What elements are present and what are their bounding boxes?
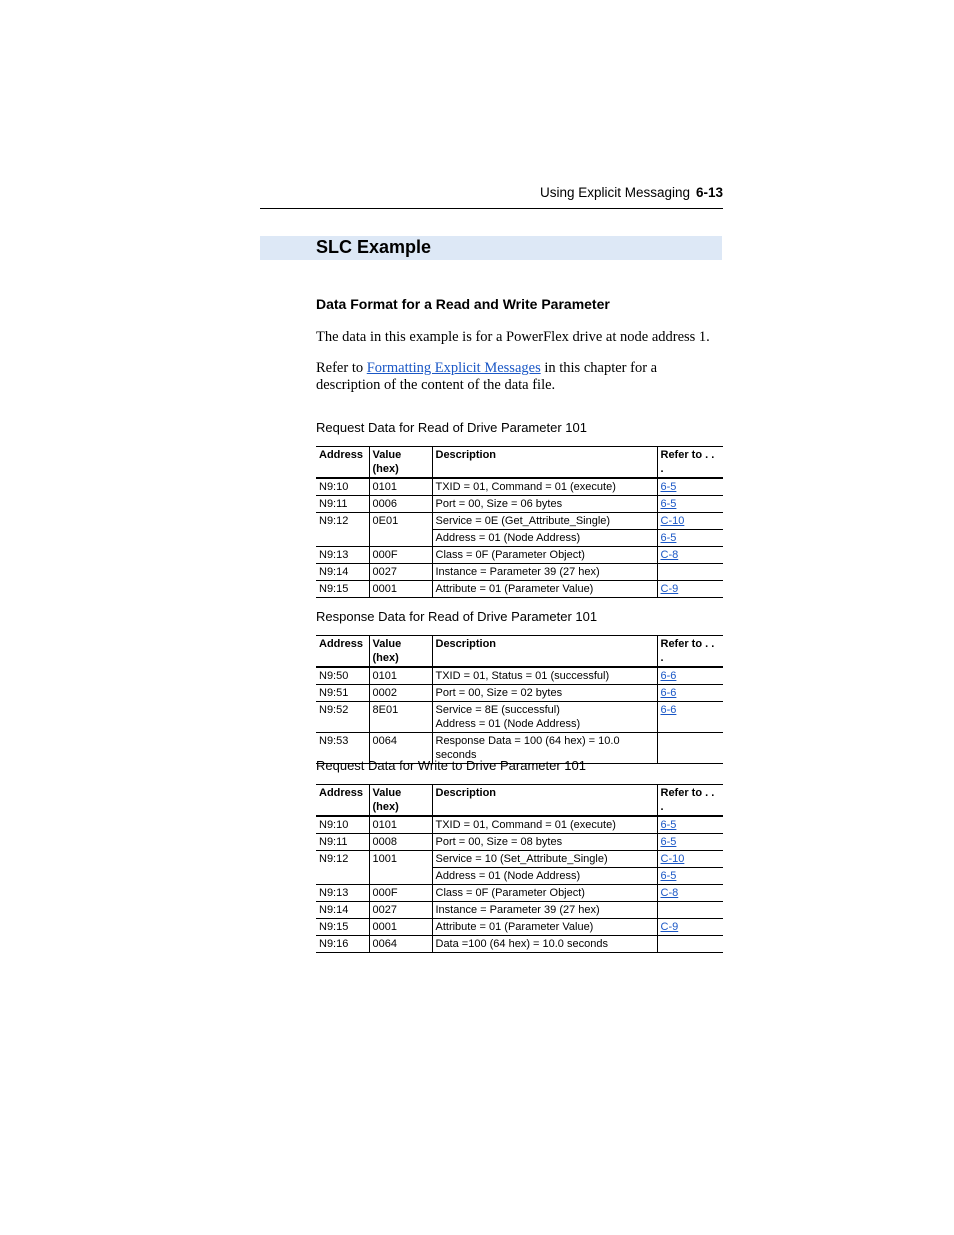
- table-header-row: [316, 636, 723, 668]
- description-line: Class = 0F (Parameter Object): [435, 549, 585, 561]
- table-row: [316, 513, 723, 530]
- description-line: Attribute = 01 (Parameter Value): [435, 583, 594, 595]
- reference-cell: [657, 478, 723, 496]
- address-cell: N9:15: [316, 919, 369, 936]
- address-cell: N9:10: [316, 816, 369, 834]
- response-read-table: [316, 635, 723, 764]
- reference-text-after: in this chapter for a description of the content of the data file.: [316, 360, 658, 393]
- page-reference-link[interactable]: 6-5: [660, 498, 677, 510]
- table-row: [316, 919, 723, 936]
- description-cell: [432, 513, 657, 530]
- value-cell: 0008: [369, 834, 432, 851]
- page-reference-link[interactable]: C-9: [660, 583, 679, 595]
- page-reference-link[interactable]: 6-5: [660, 481, 677, 493]
- reference-cell: [657, 496, 723, 513]
- table-row: [316, 868, 723, 885]
- page-reference-link[interactable]: C-9: [660, 921, 679, 933]
- page-reference-link[interactable]: 6-6: [660, 687, 677, 699]
- description-line: Instance = Parameter 39 (27 hex): [435, 566, 600, 578]
- table-caption: Request Data for Read of Drive Parameter 101: [316, 420, 587, 435]
- description-line: Response Data = 100 (64 hex) = 10.0 seconds: [435, 735, 620, 761]
- description-cell: [432, 885, 657, 902]
- reference-cell: [657, 834, 723, 851]
- value-cell: 0101: [369, 667, 432, 685]
- reference-cell: [657, 851, 723, 868]
- table-caption: Request Data for Write to Drive Parameter 101: [316, 758, 586, 773]
- description-line: Port = 00, Size = 02 bytes: [435, 687, 563, 699]
- value-cell: 0001: [369, 919, 432, 936]
- address-cell: N9:52: [316, 702, 369, 733]
- description-line: Address = 01 (Node Address): [435, 532, 581, 544]
- address-cell: [316, 530, 369, 547]
- description-line: Port = 00, Size = 06 bytes: [435, 498, 563, 510]
- page-reference-link[interactable]: 6-6: [660, 670, 677, 682]
- request-read-table: [316, 446, 723, 598]
- description-line: TXID = 01, Status = 01 (successful): [435, 670, 610, 682]
- value-cell: 0101: [369, 478, 432, 496]
- reference-cell: [657, 816, 723, 834]
- value-cell: 0027: [369, 564, 432, 581]
- address-cell: N9:12: [319, 853, 349, 865]
- table-row: [316, 885, 723, 902]
- address-cell: N9:16: [316, 936, 369, 953]
- reference-cell: [657, 513, 723, 530]
- description-cell: [432, 902, 657, 919]
- table-row: [316, 851, 723, 868]
- description-line: Port = 00, Size = 08 bytes: [435, 836, 563, 848]
- reference-cell: [657, 581, 723, 598]
- description-cell: [432, 530, 657, 547]
- reference-cell: [657, 564, 723, 581]
- address-cell: N9:11: [316, 496, 369, 513]
- value-cell: 1001: [369, 851, 432, 868]
- column-header: Value (hex): [369, 447, 432, 479]
- reference-cell: [657, 868, 723, 885]
- description-line: TXID = 01, Command = 01 (execute): [435, 481, 616, 493]
- reference-cell: [657, 885, 723, 902]
- reference-text-before: Refer to: [316, 360, 367, 376]
- table-row: [316, 547, 723, 564]
- value-cell: 000F: [369, 885, 432, 902]
- description-cell: [432, 478, 657, 496]
- address-cell: N9:14: [316, 902, 369, 919]
- description-cell: [432, 834, 657, 851]
- description-cell: [432, 667, 657, 685]
- column-header: Value (hex): [369, 636, 432, 668]
- page-reference-link[interactable]: 6-6: [660, 704, 677, 716]
- description-cell: [432, 496, 657, 513]
- subheading: Data Format for a Read and Write Parameter: [316, 296, 610, 312]
- description-line: TXID = 01, Command = 01 (execute): [435, 819, 616, 831]
- running-header: [540, 185, 723, 200]
- page-reference-link[interactable]: C-8: [660, 887, 679, 899]
- value-cell: 000F: [369, 547, 432, 564]
- description-cell: [432, 564, 657, 581]
- description-line: Instance = Parameter 39 (27 hex): [435, 904, 600, 916]
- description-cell: [432, 868, 657, 885]
- header-rule: [260, 208, 723, 209]
- table-header-row: [316, 447, 723, 479]
- value-cell: 0101: [369, 816, 432, 834]
- description-cell: [432, 851, 657, 868]
- address-cell: N9:13: [316, 547, 369, 564]
- column-header: Description: [432, 785, 657, 817]
- reference-cell: [657, 547, 723, 564]
- column-header: Refer to . . .: [657, 636, 723, 668]
- address-cell: N9:14: [316, 564, 369, 581]
- description-cell: [432, 581, 657, 598]
- table-row: [316, 581, 723, 598]
- page-reference-link[interactable]: 6-5: [660, 819, 677, 831]
- address-cell: N9:12: [319, 515, 349, 527]
- table-caption: Response Data for Read of Drive Parameter 101: [316, 609, 598, 624]
- address-cell: [316, 868, 369, 885]
- description-line: Address = 01 (Node Address): [435, 718, 581, 730]
- column-header: Description: [432, 636, 657, 668]
- value-cell: 0E01: [369, 513, 432, 530]
- description-cell: [432, 816, 657, 834]
- column-header: Address: [316, 636, 369, 668]
- reference-cell: [657, 530, 723, 547]
- page-reference-link[interactable]: 6-5: [660, 870, 677, 882]
- description-line: Class = 0F (Parameter Object): [435, 887, 585, 899]
- reference-cell: [657, 685, 723, 702]
- reference-cell: [657, 919, 723, 936]
- request-write-table: [316, 784, 723, 953]
- description-cell: [432, 702, 657, 733]
- description-line: Data =100 (64 hex) = 10.0 seconds: [435, 938, 608, 950]
- description-cell: [432, 685, 657, 702]
- value-cell: [369, 530, 432, 547]
- table-row: [316, 478, 723, 496]
- description-line: Service = 8E (successful): [435, 704, 560, 716]
- table-row: [316, 702, 723, 733]
- column-header: Refer to . . .: [657, 447, 723, 479]
- table-row: [316, 530, 723, 547]
- page-reference-link[interactable]: 6-5: [660, 836, 677, 848]
- address-cell: N9:15: [316, 581, 369, 598]
- reference-cell: [657, 702, 723, 733]
- address-cell: N9:11: [316, 834, 369, 851]
- value-cell: 8E01: [369, 702, 432, 733]
- table-row: [316, 902, 723, 919]
- value-cell: [369, 868, 432, 885]
- page-number: 6-13: [695, 185, 723, 200]
- column-header: Refer to . . .: [657, 785, 723, 817]
- description-cell: [432, 919, 657, 936]
- description-line: Attribute = 01 (Parameter Value): [435, 921, 594, 933]
- address-cell: N9:10: [316, 478, 369, 496]
- column-header: Address: [316, 447, 369, 479]
- reference-paragraph: [316, 360, 724, 394]
- reference-cell: [657, 733, 723, 764]
- formatting-explicit-messages-link[interactable]: Formatting Explicit Messages: [366, 360, 541, 376]
- address-cell: N9:53: [316, 733, 369, 764]
- description-line: Address = 01 (Node Address): [435, 870, 581, 882]
- reference-cell: [657, 667, 723, 685]
- section-title: SLC Example: [316, 237, 432, 257]
- value-cell: 0027: [369, 902, 432, 919]
- description-cell: [432, 547, 657, 564]
- value-cell: 0002: [369, 685, 432, 702]
- intro-paragraph: The data in this example is for a PowerFlex drive at node address 1.: [316, 329, 710, 345]
- table-row: [316, 496, 723, 513]
- reference-cell: [657, 902, 723, 919]
- page-reference-link[interactable]: C-10: [660, 515, 685, 527]
- value-cell: 0064: [369, 936, 432, 953]
- table-header-row: [316, 785, 723, 817]
- address-cell: N9:51: [316, 685, 369, 702]
- description-line: Service = 10 (Set_Attribute_Single): [435, 853, 608, 865]
- column-header: Address: [316, 785, 369, 817]
- table-row: [316, 564, 723, 581]
- description-line: Service = 0E (Get_Attribute_Single): [435, 515, 611, 527]
- description-cell: [432, 936, 657, 953]
- address-cell: N9:13: [316, 885, 369, 902]
- page-reference-link[interactable]: C-8: [660, 549, 679, 561]
- column-header: Value (hex): [369, 785, 432, 817]
- header-section-title: Using Explicit Messaging: [540, 185, 691, 200]
- address-cell: N9:50: [316, 667, 369, 685]
- reference-cell: [657, 936, 723, 953]
- page-reference-link[interactable]: 6-5: [660, 532, 677, 544]
- table-row: [316, 685, 723, 702]
- table-row: [316, 834, 723, 851]
- column-header: Description: [432, 447, 657, 479]
- table-row: [316, 816, 723, 834]
- value-cell: 0006: [369, 496, 432, 513]
- value-cell: 0001: [369, 581, 432, 598]
- table-row: [316, 936, 723, 953]
- table-row: [316, 667, 723, 685]
- value-cell: 0064: [369, 733, 432, 764]
- page-reference-link[interactable]: C-10: [660, 853, 685, 865]
